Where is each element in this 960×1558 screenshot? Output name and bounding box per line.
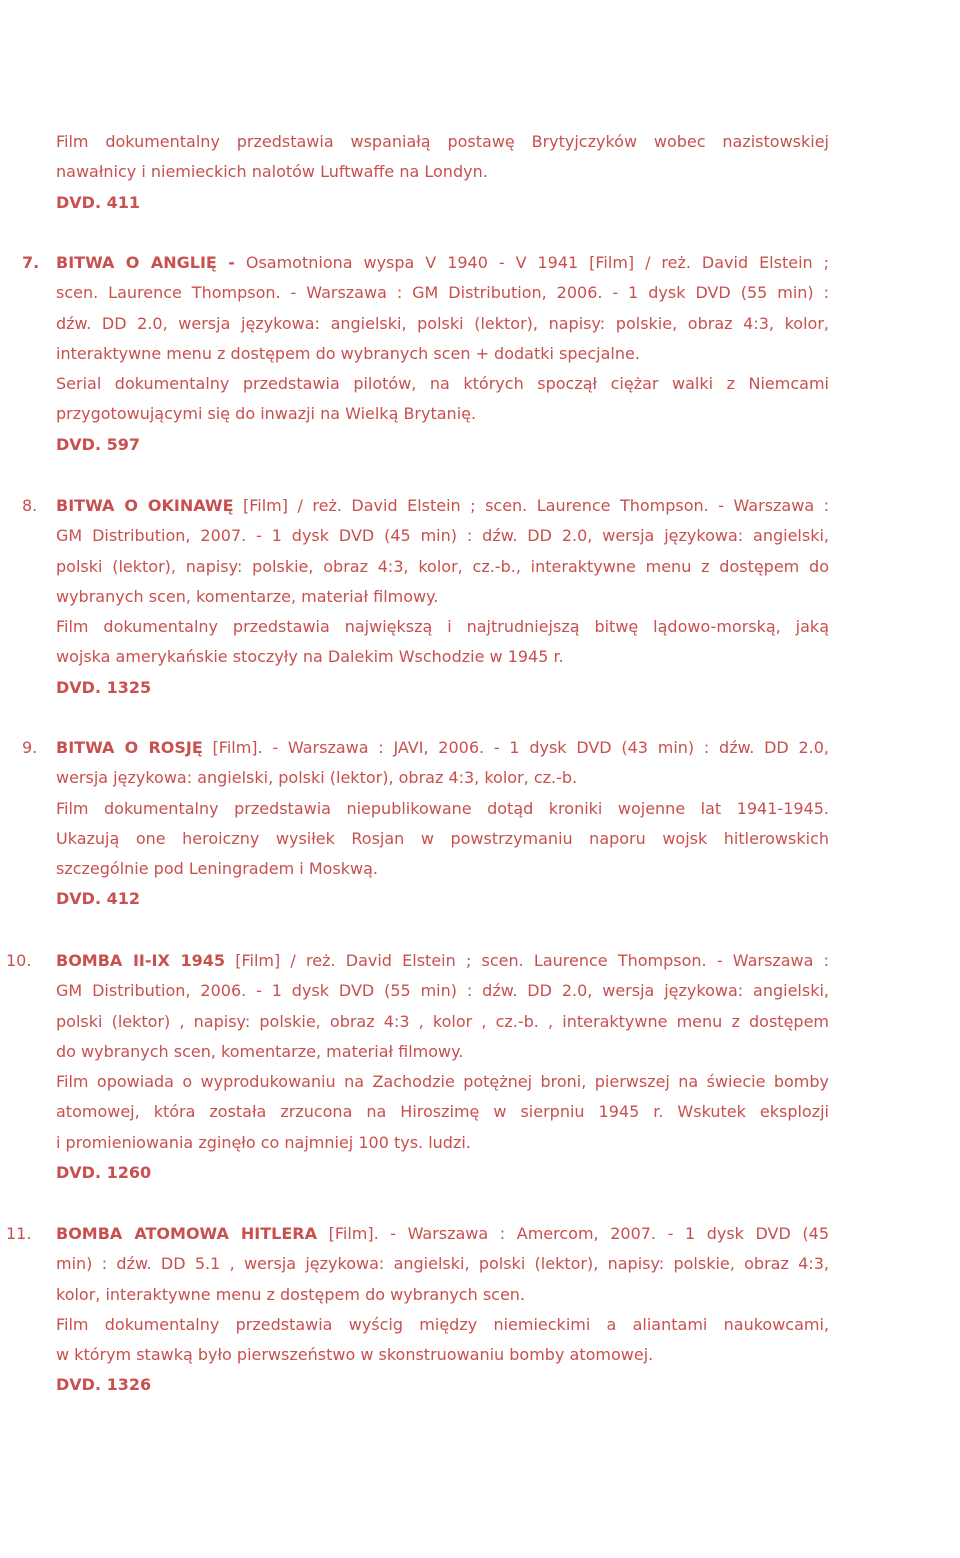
entry-body (56, 491, 829, 703)
entry-detail-line: GM Distribution, 2007. - 1 dysk DVD (45 min) : dźw. DD 2.0, wersja językowa: angielski, (56, 526, 829, 546)
intro-desc-line: Film dokumentalny przedstawia wspaniałą postawę Brytyjczyków wobec nazistowskiej (56, 132, 829, 151)
entry-number: 8. (22, 496, 38, 515)
entry-detail-line: GM Distribution, 2006. - 1 dysk DVD (55 min) : dźw. DD 2.0, wersja językowa: angielski, (56, 981, 829, 1001)
entry-number: 7. (22, 253, 40, 272)
entry-heading-rest: Osamotniona wyspa V 1940 - V 1941 [Film] / reż. David Elstein ; (234, 253, 830, 272)
entry-desc-line: szczególnie pod Leningradem i Moskwą. (56, 859, 378, 879)
entry-title: BITWA O OKINAWĘ (56, 496, 234, 515)
entry-heading-line (56, 248, 829, 278)
entry-detail-line: interaktywne menu z dostępem do wybranych scen + dodatki specjalne. (56, 343, 640, 363)
entry-body (56, 733, 829, 915)
entry-title: BOMBA II-IX 1945 (56, 951, 226, 970)
entry-heading-line (56, 733, 829, 763)
entry-desc-line: atomowej, która została zrzucona na Hiroszimę w sierpniu 1945 r. Wskutek eksplozji (56, 1102, 829, 1122)
entry-detail-line: do wybranych scen, komentarze, materiał filmowy. (56, 1041, 464, 1061)
entry-heading-rest: [Film]. - Warszawa : JAVI, 2006. - 1 dysk DVD (43 min) : dźw. DD 2.0, (202, 738, 830, 757)
entry-detail-line: polski (lektor), napisy: polskie, obraz 4:3, kolor, cz.-b., interaktywne menu z dostępem do (56, 556, 829, 576)
entry-body (56, 1219, 829, 1401)
entry-desc-line: Film dokumentalny przedstawia największą i najtrudniejszą bitwę lądowo-morską, jaką (56, 617, 829, 637)
dvd-number: DVD. 412 (56, 889, 140, 909)
entry-desc-line: Film opowiada o wyprodukowaniu na Zachodzie potężnej broni, pierwszej na świecie bomby (56, 1072, 829, 1092)
entry-number: 11. (6, 1224, 32, 1243)
entry-detail-line: kolor, interaktywne menu z dostępem do wybranych scen. (56, 1284, 526, 1304)
intro-block (56, 127, 829, 218)
entry-desc-line: Ukazują one heroiczny wysiłek Rosjan w powstrzymaniu naporu wojsk hitlerowskich (56, 828, 829, 848)
entry-detail-line: wybranych scen, komentarze, materiał filmowy. (56, 586, 439, 606)
entry-desc-line: w którym stawką było pierwszeństwo w skonstruowaniu bomby atomowej. (56, 1345, 654, 1365)
entry-desc-line: Serial dokumentalny przedstawia pilotów, na których spoczął ciężar walki z Niemcami (56, 374, 829, 394)
dvd-number: DVD. 597 (56, 434, 140, 454)
entry-desc-line: Film dokumentalny przedstawia niepublikowane dotąd kroniki wojenne lat 1941-1945. (56, 798, 829, 818)
entry-detail-line: polski (lektor) , napisy: polskie, obraz 4:3 , kolor , cz.-b. , interaktywne menu z dostępem (56, 1011, 829, 1031)
entry-detail-line: dźw. DD 2.0, wersja językowa: angielski, polski (lektor), napisy: polskie, obraz 4:3, kolor, (56, 313, 829, 333)
entry-heading-line (56, 1219, 829, 1249)
entry-heading-rest: [Film]. - Warszawa : Amercom, 2007. - 1 dysk DVD (45 (317, 1224, 830, 1243)
entry-title: BITWA O ROSJĘ (56, 738, 203, 757)
entry-heading-rest: [Film] / reż. David Elstein ; scen. Laurence Thompson. - Warszawa : (225, 951, 829, 970)
entry-desc-line: wojska amerykańskie stoczyły na Dalekim Wschodzie w 1945 r. (56, 647, 564, 667)
entry-detail-line: scen. Laurence Thompson. - Warszawa : GM Distribution, 2006. - 1 dysk DVD (55 min) : (56, 283, 829, 303)
entry-desc-line: Film dokumentalny przedstawia wyścig między niemieckimi a aliantami naukowcami, (56, 1314, 829, 1334)
dvd-number: DVD. 1325 (56, 677, 152, 697)
intro-desc-line: nawałnicy i niemieckich nalotów Luftwaffe na Londyn. (56, 162, 488, 182)
entry-desc-line: i promieniowania zginęło co najmniej 100 tys. ludzi. (56, 1132, 471, 1152)
entry-title: BOMBA ATOMOWA HITLERA (56, 1224, 318, 1243)
entry-heading-line (56, 946, 829, 976)
dvd-number: DVD. 411 (56, 192, 140, 212)
entry-heading-rest: [Film] / reż. David Elstein ; scen. Laurence Thompson. - Warszawa : (233, 496, 830, 515)
entry-heading-line (56, 491, 829, 521)
entry-number: 10. (6, 951, 32, 970)
dvd-number: DVD. 1260 (56, 1163, 152, 1183)
entry-detail-line: min) : dźw. DD 5.1 , wersja językowa: angielski, polski (lektor), napisy: polskie, obraz 4:3, (56, 1254, 829, 1274)
entry-number: 9. (22, 738, 38, 757)
entry-body (56, 248, 829, 460)
entry-desc-line: przygotowującymi się do inwazji na Wielką Brytanię. (56, 404, 477, 424)
dvd-number: DVD. 1326 (56, 1375, 152, 1395)
entry-body (56, 946, 829, 1188)
entry-title: BITWA O ANGLIĘ - (56, 253, 235, 272)
entry-detail-line: wersja językowa: angielski, polski (lektor), obraz 4:3, kolor, cz.-b. (56, 768, 578, 788)
